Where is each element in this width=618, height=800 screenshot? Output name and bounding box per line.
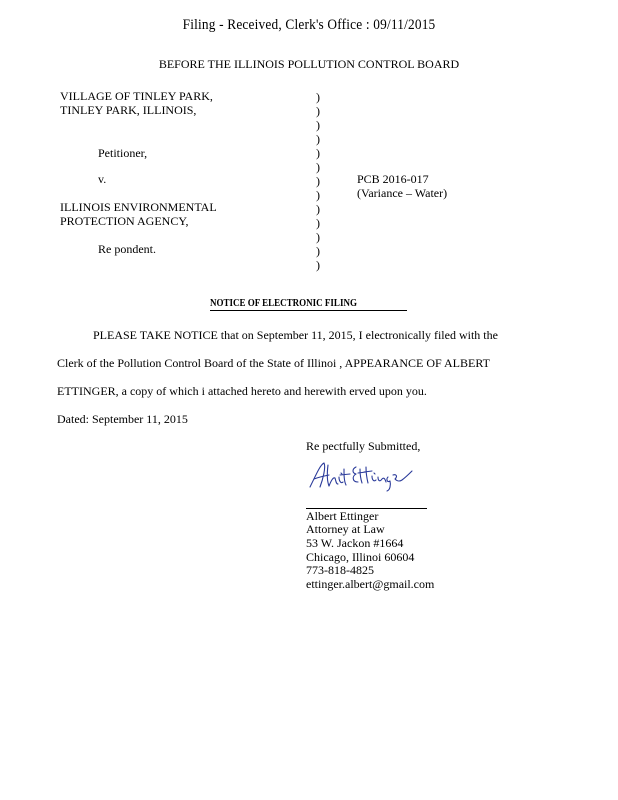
case-number: PCB 2016-017	[357, 172, 429, 186]
signer-name: Albert Ettinger	[306, 509, 379, 523]
caption-parenthesis: )	[316, 188, 320, 202]
notice-heading: NOTICE OF ELECTRONIC FILING	[210, 298, 357, 309]
email-address[interactable]: ettinger.albert@gmail.com	[306, 577, 435, 591]
petitioner-name-line2: TINLEY PARK, ILLINOIS,	[60, 103, 197, 117]
caption-parenthesis: )	[316, 244, 320, 258]
petitioner-role: Petitioner,	[98, 146, 148, 160]
address-line2: Chicago, Illinoi 60604	[306, 550, 415, 564]
petitioner-name-line1: VILLAGE OF TINLEY PARK,	[60, 89, 213, 103]
notice-body-line1: PLEASE TAKE NOTICE that on September 11, 2015, I electronically filed with the	[93, 328, 498, 342]
caption-parenthesis: )	[316, 104, 320, 118]
heading-underline	[210, 310, 407, 311]
respondent-name-line2: PROTECTION AGENCY,	[60, 214, 189, 228]
respondent-role: Re pondent.	[98, 242, 156, 256]
dated-line: Dated: September 11, 2015	[57, 412, 188, 426]
caption-parenthesis: )	[316, 160, 320, 174]
versus-label: v.	[98, 172, 107, 186]
phone-number: 773-818-4825	[306, 563, 374, 577]
closing-line: Re pectfully Submitted,	[306, 439, 421, 453]
case-type: (Variance – Water)	[357, 186, 448, 200]
notice-body-line3: ETTINGER, a copy of which i attached hereto and herewith erved upon you.	[57, 384, 427, 398]
caption-parenthesis: )	[316, 132, 320, 146]
filing-stamp: Filing - Received, Clerk's Office : 09/11/2015	[182, 17, 436, 33]
caption-parenthesis: )	[316, 90, 320, 104]
caption-parenthesis: )	[316, 230, 320, 244]
caption-parenthesis-column	[316, 90, 320, 272]
caption-parenthesis: )	[316, 174, 320, 188]
notice-body-line2: Clerk of the Pollution Control Board of the State of Illinoi , APPEARANCE OF ALBERT	[57, 356, 490, 370]
handwritten-signature	[306, 457, 416, 493]
signer-title: Attorney at Law	[306, 522, 385, 536]
caption-parenthesis: )	[316, 118, 320, 132]
caption-parenthesis: )	[316, 258, 320, 272]
address-line1: 53 W. Jackon #1664	[306, 536, 404, 550]
caption-parenthesis: )	[316, 216, 320, 230]
board-title: BEFORE THE ILLINOIS POLLUTION CONTROL BOARD	[158, 57, 460, 71]
caption-parenthesis: )	[316, 202, 320, 216]
caption-parenthesis: )	[316, 146, 320, 160]
respondent-name-line1: ILLINOIS ENVIRONMENTAL	[60, 200, 217, 214]
